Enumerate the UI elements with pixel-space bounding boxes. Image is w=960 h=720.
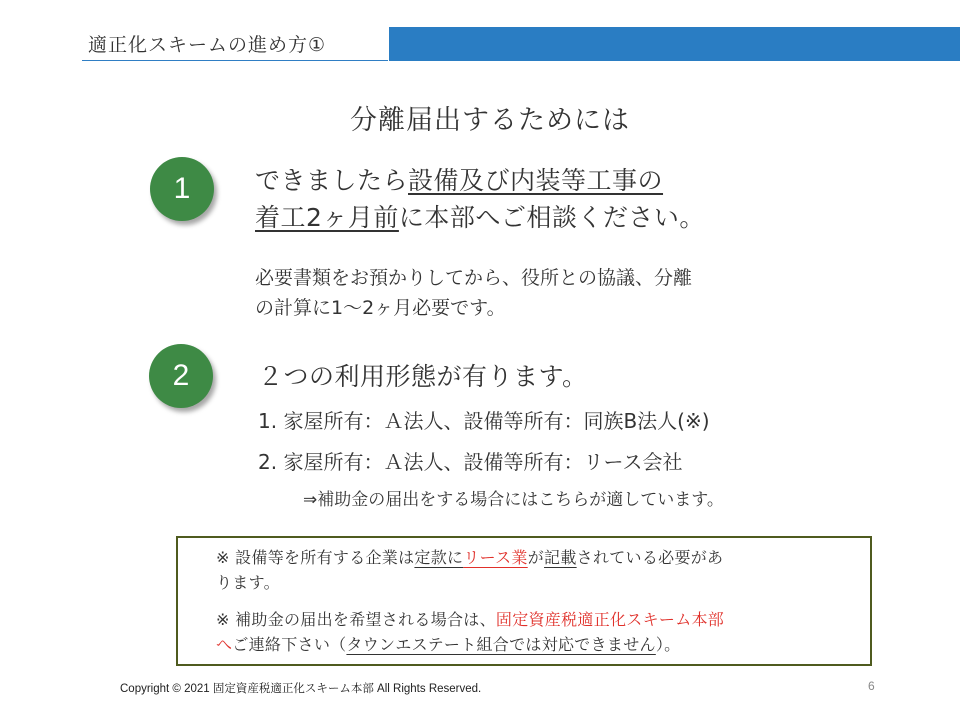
step-1-line-1: [255, 161, 663, 197]
step-2-badge: [149, 344, 213, 408]
notice-2-text-c: ）。: [655, 635, 681, 654]
notice-1-underline-2: 記載: [544, 548, 577, 567]
notice-1-text-a: ※ 設備等を所有する企業は: [216, 548, 415, 567]
notice-1-line-2: ります。: [216, 573, 280, 592]
notice-1-text-b: が: [527, 548, 545, 567]
step-1-line-1-text: できましたら: [255, 166, 409, 195]
step-1-badge: [150, 157, 214, 221]
step-1-line-2-underlined: 着工2ヶ月前: [255, 203, 399, 232]
step-2-heading: ２つの利用形態が有ります。: [258, 362, 588, 391]
notice-1-underline-1: 定款に: [414, 548, 464, 567]
step-1-number: 1: [173, 172, 191, 205]
usage-form-1: 1. 家屋所有：Ａ法人、設備等所有：同族B法人(※): [258, 409, 710, 433]
notice-2-underlined: タウンエステート組合では対応できません: [346, 635, 656, 654]
notice-2-text-b: ご連絡下さい（: [232, 635, 347, 654]
notice-2-line-1: [216, 607, 724, 630]
notice-2-text-a: ※ 補助金の届出を希望される場合は、: [216, 610, 496, 629]
step-2-number: 2: [172, 359, 190, 392]
header-title: 適正化スキームの進め方①: [88, 34, 327, 56]
header-accent-bar: [389, 27, 960, 61]
step-1-line-2: [255, 198, 705, 234]
page-number: 6: [868, 679, 875, 693]
step-1-line-2-text: に本部へご相談ください。: [398, 203, 705, 232]
notice-1-red: リース業: [463, 548, 528, 567]
notice-1-line-1: [216, 545, 723, 568]
arrow-note: ⇒補助金の届出をする場合にはこちらが適しています。: [303, 490, 724, 510]
slide-title: 分離届出するためには: [350, 105, 630, 136]
step-1-line-1-underlined: 設備及び内装等工事の: [408, 166, 664, 195]
copyright: Copyright © 2021 固定資産税適正化スキーム本部 All Rights Reserved.: [120, 683, 482, 695]
step-1-note-line-2: の計算に1〜2ヶ月必要です。: [255, 297, 506, 319]
notice-1-text-c: されている必要があ: [576, 548, 724, 567]
header-underline: [82, 60, 388, 61]
notice-2-red-2: へ: [216, 635, 233, 654]
notice-2-red-1: 固定資産税適正化スキーム本部: [495, 610, 725, 629]
step-1-note-line-1: 必要書類をお預かりしてから、役所との協議、分離: [255, 267, 693, 289]
usage-form-2: 2. 家屋所有：Ａ法人、設備等所有：リース会社: [258, 450, 683, 474]
notice-2-line-2: [216, 632, 680, 655]
